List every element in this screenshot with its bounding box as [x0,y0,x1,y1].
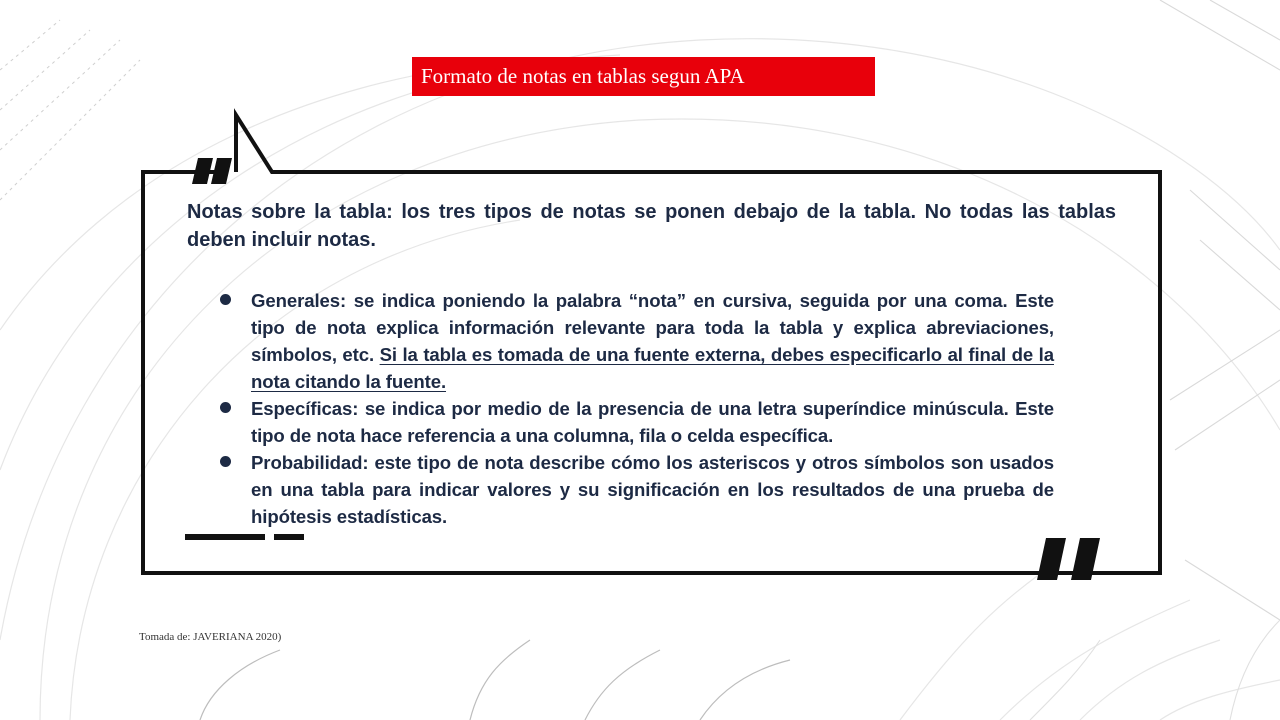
source-caption: Tomada de: JAVERIANA 2020) [139,631,282,643]
intro-heading: Notas sobre la tabla: [187,201,393,223]
note-term: Generales: [251,290,347,311]
decorative-dashes [185,534,304,540]
intro-paragraph [187,198,1116,254]
note-term: Probabilidad: [251,452,369,473]
note-description: se indica por medio de la presencia de una letra superíndice minúscula. Este tipo de nota hace referencia a una columna, fila o celda específica. [251,398,1054,446]
note-list [218,287,1054,530]
list-item [218,287,1054,395]
slide-title: Formato de notas en tablas segun APA [412,57,875,96]
note-description: este tipo de nota describe cómo los asteriscos y otros símbolos son usados en una tabla para indicar valores y su significación en los resultados de una prueba de hipótesis estadísticas. [251,452,1054,527]
bullet-icon [220,456,231,467]
bullet-icon [220,294,231,305]
intro-text: los tres tipos de notas se ponen debajo de la tabla. No todas las tablas deben incluir notas. [187,201,1116,251]
notes-card [187,198,1116,527]
note-term: Específicas: [251,398,359,419]
list-item [218,395,1054,449]
note-description: se indica poniendo la palabra “nota” en cursiva, seguida por una coma. Este tipo de nota explica información relevante para toda la tabla y explica abreviaciones, símbolos, etc. [251,290,1054,365]
list-item [218,449,1054,530]
bullet-icon [220,402,231,413]
note-underlined-text: Si la tabla es tomada de una fuente externa, debes especificarlo al final de la nota citando la fuente. [251,344,1054,392]
